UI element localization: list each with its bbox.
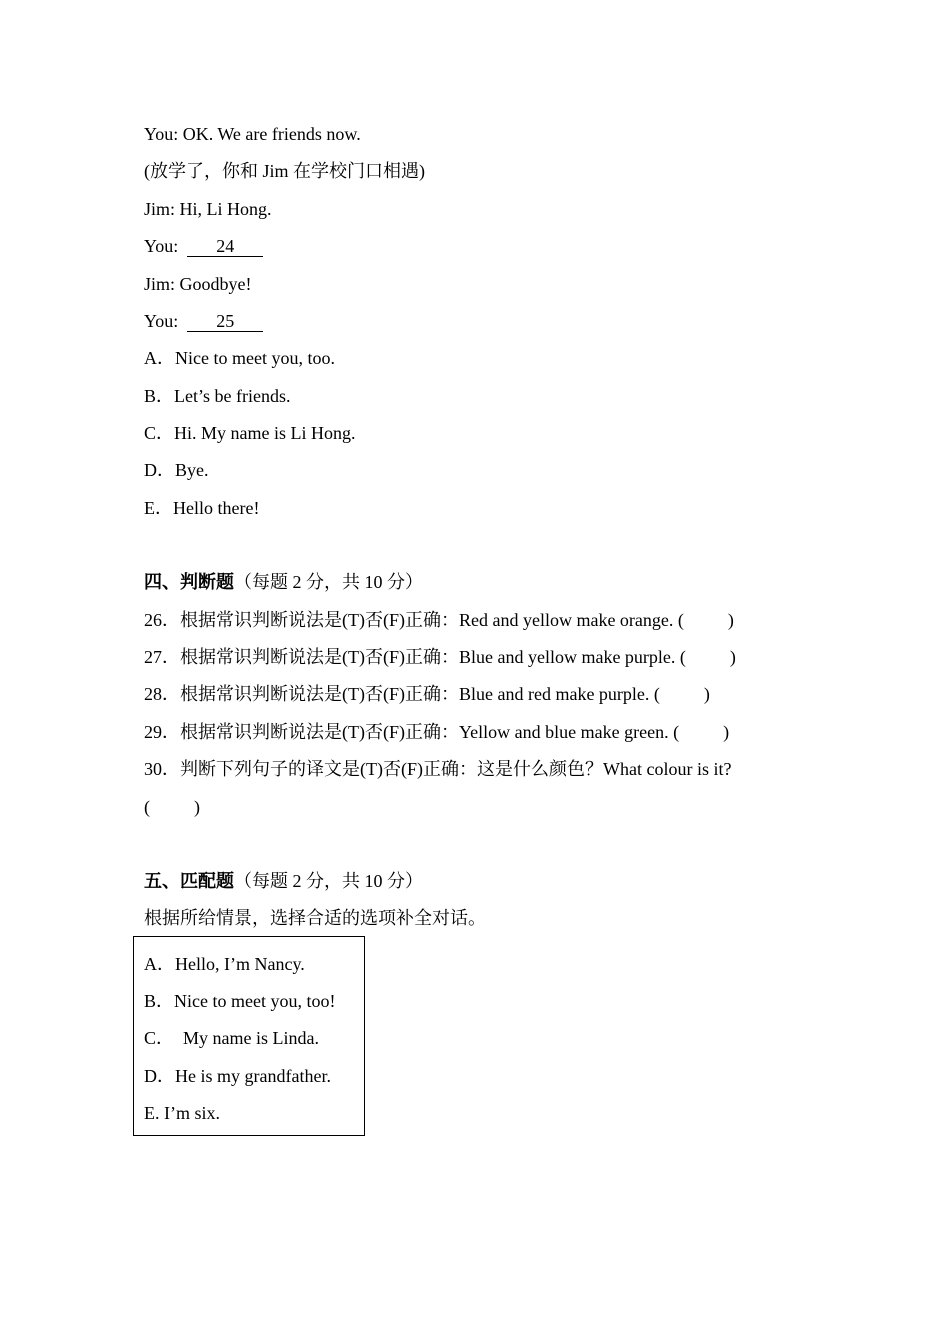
section-4-heading bbox=[144, 570, 423, 594]
question-text: 根据常识判断说法是(T)否(F)正确：Yellow and blue make green. ( bbox=[180, 722, 680, 742]
question-25 bbox=[144, 309, 263, 333]
question-number: 30． bbox=[144, 759, 180, 779]
question-number: 29． bbox=[144, 722, 180, 742]
option-e: E．Hello there! bbox=[144, 498, 260, 518]
option-a: A．Nice to meet you, too. bbox=[144, 348, 335, 368]
option-c: C．Hi. My name is Li Hong. bbox=[144, 423, 356, 443]
question-28 bbox=[144, 682, 710, 706]
box-option-a: A．Hello, I’m Nancy. bbox=[144, 954, 305, 974]
question-30-answer bbox=[144, 795, 200, 819]
question-text: 根据常识判断说法是(T)否(F)正确：Blue and yellow make purple. ( bbox=[180, 647, 686, 667]
paren-close: ) bbox=[194, 797, 200, 817]
speaker-label: You: bbox=[144, 311, 179, 331]
options-box bbox=[133, 936, 365, 1136]
answer-blank-25[interactable]: 25 bbox=[187, 311, 263, 332]
question-26 bbox=[144, 608, 734, 632]
question-text: 根据常识判断说法是(T)否(F)正确：Red and yellow make orange. ( bbox=[180, 610, 684, 630]
question-text: 判断下列句子的译文是(T)否(F)正确：这是什么颜色？What colour is it? bbox=[180, 759, 732, 779]
answer-blank-24[interactable]: 24 bbox=[187, 236, 263, 257]
box-option-d: D．He is my grandfather. bbox=[144, 1066, 331, 1086]
option-b: B．Let’s be friends. bbox=[144, 386, 291, 406]
speaker-label: You: bbox=[144, 236, 179, 256]
section-5-instruction: 根据所给情景，选择合适的选项补全对话。 bbox=[144, 908, 486, 928]
dialogue-line: Jim: Goodbye! bbox=[144, 274, 252, 294]
option-d: D．Bye. bbox=[144, 460, 209, 480]
section-score-note: （每题 2 分，共 10 分） bbox=[234, 871, 423, 891]
section-score-note: （每题 2 分，共 10 分） bbox=[234, 572, 423, 592]
section-5-heading bbox=[144, 869, 423, 893]
box-option-c: C． My name is Linda. bbox=[144, 1028, 319, 1048]
paren-close: ) bbox=[723, 722, 730, 742]
paren-close: ) bbox=[703, 684, 710, 704]
question-number: 27． bbox=[144, 647, 180, 667]
paren-open: ( bbox=[144, 797, 150, 817]
box-option-e: E. I’m six. bbox=[144, 1103, 220, 1123]
paren-close: ) bbox=[727, 610, 734, 630]
box-option-b: B．Nice to meet you, too! bbox=[144, 991, 336, 1011]
scene-note: (放学了，你和 Jim 在学校门口相遇) bbox=[144, 161, 425, 181]
question-24 bbox=[144, 234, 263, 258]
dialogue-line: Jim: Hi, Li Hong. bbox=[144, 199, 272, 219]
question-27 bbox=[144, 645, 736, 669]
section-title: 四、判断题 bbox=[144, 572, 234, 592]
question-29 bbox=[144, 720, 729, 744]
question-number: 26． bbox=[144, 610, 180, 630]
paren-close: ) bbox=[729, 647, 736, 667]
question-number: 28． bbox=[144, 684, 180, 704]
section-title: 五、匹配题 bbox=[144, 871, 234, 891]
question-30 bbox=[144, 757, 731, 781]
dialogue-line: You: OK. We are friends now. bbox=[144, 124, 361, 144]
question-text: 根据常识判断说法是(T)否(F)正确：Blue and red make purple. ( bbox=[180, 684, 660, 704]
